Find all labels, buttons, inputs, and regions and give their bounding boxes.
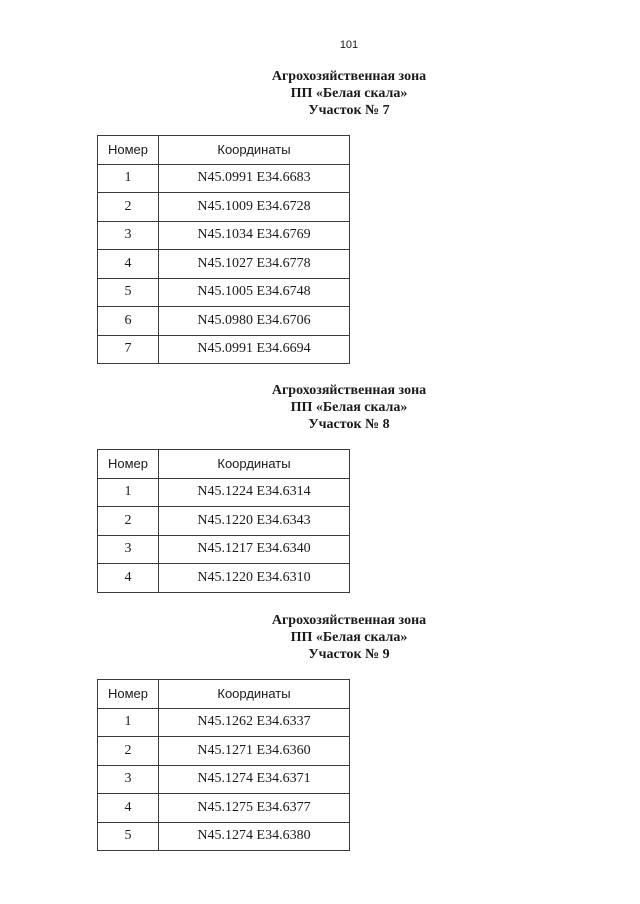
table-row xyxy=(98,250,350,279)
point-number-cell: 2 xyxy=(98,193,159,222)
plot-title: Участок № 8 xyxy=(308,417,390,432)
coordinates-table xyxy=(97,449,350,593)
coordinates-cell: N45.1009 E34.6728 xyxy=(159,193,350,222)
zone-title: Агрохозяйственная зона xyxy=(271,69,427,84)
coordinates-column-header: Координаты xyxy=(159,450,350,479)
point-number-cell: 5 xyxy=(98,822,159,851)
point-number-cell: 3 xyxy=(98,535,159,564)
point-number-cell: 4 xyxy=(98,794,159,823)
coordinates-cell: N45.1271 E34.6360 xyxy=(159,737,350,766)
point-number-cell: 1 xyxy=(98,708,159,737)
table-row xyxy=(98,507,350,536)
point-number-cell: 3 xyxy=(98,765,159,794)
point-number-cell: 1 xyxy=(98,164,159,193)
table-row xyxy=(98,765,350,794)
site-title: ПП «Белая скала» xyxy=(290,630,408,645)
table-body xyxy=(98,164,350,364)
coordinates-cell: N45.1034 E34.6769 xyxy=(159,221,350,250)
coordinates-column-header: Координаты xyxy=(159,136,350,165)
coordinates-cell: N45.1274 E34.6380 xyxy=(159,822,350,851)
table-row xyxy=(98,564,350,593)
plot-section-8 xyxy=(0,382,640,593)
table-body xyxy=(98,708,350,851)
coordinates-cell: N45.1274 E34.6371 xyxy=(159,765,350,794)
table-row xyxy=(98,221,350,250)
point-number-cell: 4 xyxy=(98,250,159,279)
table-row xyxy=(98,478,350,507)
table-row xyxy=(98,822,350,851)
page-number: 101 xyxy=(339,39,359,51)
coordinates-cell: N45.1262 E34.6337 xyxy=(159,708,350,737)
point-number-cell: 6 xyxy=(98,307,159,336)
table-row xyxy=(98,737,350,766)
coordinates-cell: N45.1220 E34.6343 xyxy=(159,507,350,536)
plot-title: Участок № 9 xyxy=(308,647,390,662)
table-row xyxy=(98,164,350,193)
number-column-header: Номер xyxy=(98,450,159,479)
number-column-header: Номер xyxy=(98,680,159,709)
table-row xyxy=(98,335,350,364)
coordinates-cell: N45.1027 E34.6778 xyxy=(159,250,350,279)
table-row xyxy=(98,278,350,307)
table-row xyxy=(98,535,350,564)
point-number-cell: 2 xyxy=(98,737,159,766)
section-heading xyxy=(199,382,499,433)
coordinates-column-header: Координаты xyxy=(159,680,350,709)
number-column-header: Номер xyxy=(98,136,159,165)
site-title: ПП «Белая скала» xyxy=(290,86,408,101)
point-number-cell: 7 xyxy=(98,335,159,364)
table-header-row xyxy=(98,136,350,165)
point-number-cell: 2 xyxy=(98,507,159,536)
coordinates-cell: N45.1224 E34.6314 xyxy=(159,478,350,507)
section-heading xyxy=(199,68,499,119)
coordinates-cell: N45.0980 E34.6706 xyxy=(159,307,350,336)
coordinates-table xyxy=(97,679,350,851)
coordinates-cell: N45.1005 E34.6748 xyxy=(159,278,350,307)
section-heading xyxy=(199,612,499,663)
coordinates-table xyxy=(97,135,350,364)
plot-title: Участок № 7 xyxy=(308,103,390,118)
zone-title: Агрохозяйственная зона xyxy=(271,383,427,398)
site-title: ПП «Белая скала» xyxy=(290,400,408,415)
coordinates-cell: N45.1220 E34.6310 xyxy=(159,564,350,593)
table-header-row xyxy=(98,450,350,479)
coordinates-cell: N45.1217 E34.6340 xyxy=(159,535,350,564)
table-row xyxy=(98,708,350,737)
point-number-cell: 4 xyxy=(98,564,159,593)
coordinates-cell: N45.0991 E34.6694 xyxy=(159,335,350,364)
plot-section-9 xyxy=(0,612,640,851)
plot-section-7 xyxy=(0,68,640,364)
table-row xyxy=(98,193,350,222)
point-number-cell: 3 xyxy=(98,221,159,250)
point-number-cell: 1 xyxy=(98,478,159,507)
point-number-cell: 5 xyxy=(98,278,159,307)
table-row xyxy=(98,794,350,823)
table-row xyxy=(98,307,350,336)
coordinates-cell: N45.1275 E34.6377 xyxy=(159,794,350,823)
table-body xyxy=(98,478,350,592)
coordinates-cell: N45.0991 E34.6683 xyxy=(159,164,350,193)
table-header-row xyxy=(98,680,350,709)
zone-title: Агрохозяйственная зона xyxy=(271,613,427,628)
